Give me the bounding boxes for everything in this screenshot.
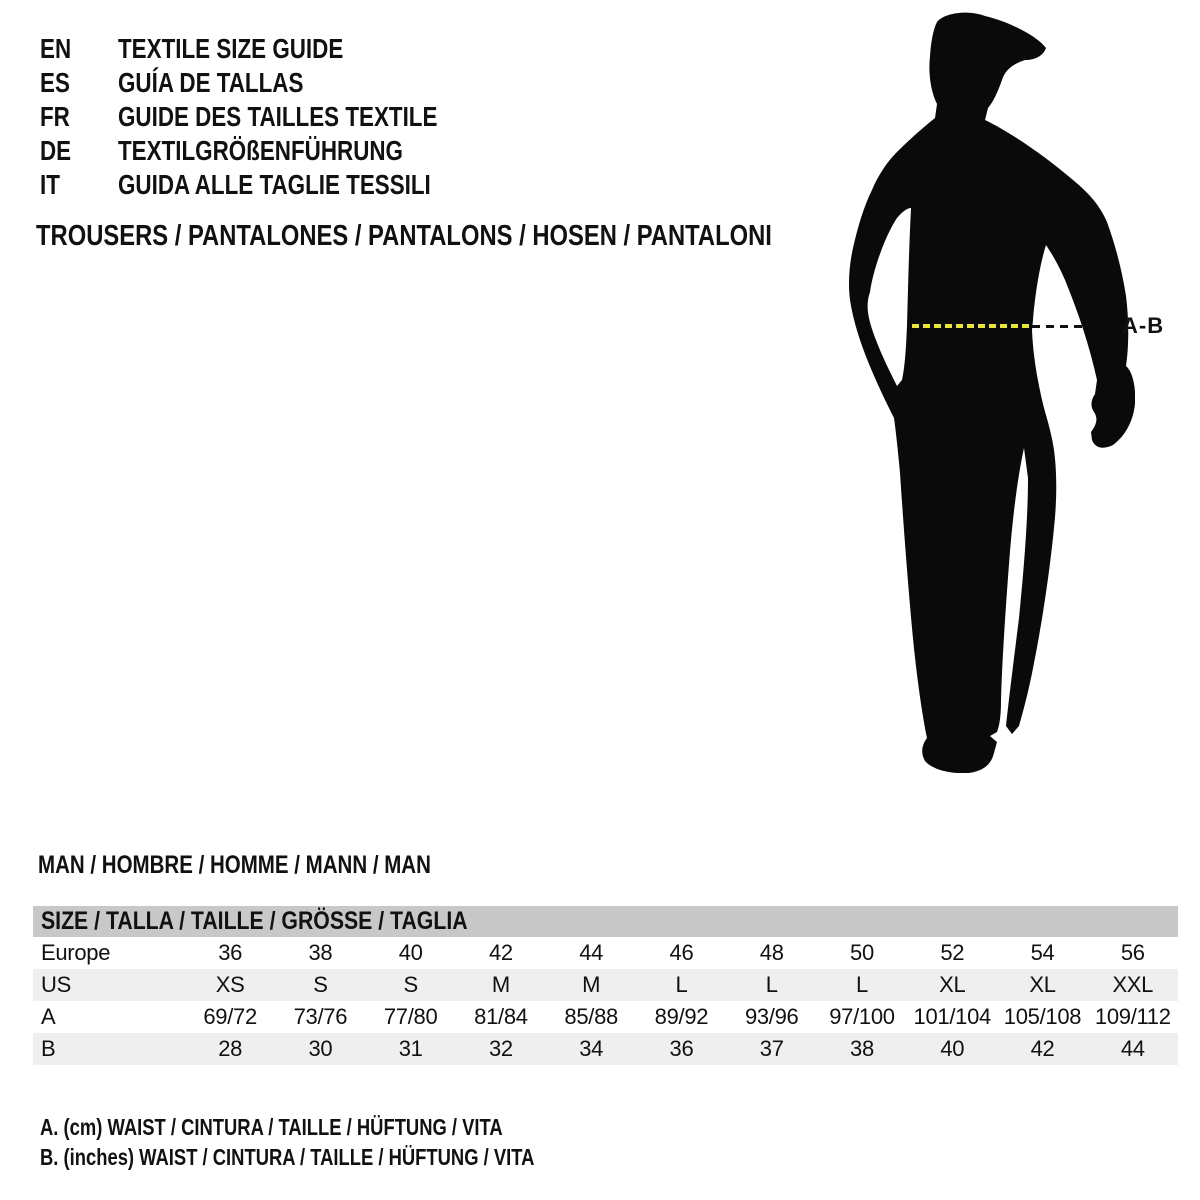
lang-title-en: TEXTILE SIZE GUIDE — [118, 33, 344, 64]
size-cell: 101/104 — [913, 1004, 991, 1029]
size-cell: 89/92 — [654, 1004, 709, 1029]
size-cell: M — [582, 972, 601, 997]
lang-title-it: GUIDA ALLE TAGLIE TESSILI — [118, 169, 431, 200]
lang-row-it — [40, 168, 517, 202]
size-cell: 40 — [398, 940, 423, 965]
size-cell: L — [675, 972, 688, 997]
measurement-figure — [845, 8, 1200, 783]
size-table — [33, 906, 1178, 1065]
size-cell: S — [403, 972, 418, 997]
measure-footnotes — [40, 1112, 658, 1172]
table-row-europe — [33, 937, 1178, 969]
size-cell: 50 — [850, 940, 874, 965]
size-cell: XL — [939, 972, 966, 997]
size-cell: 38 — [308, 940, 333, 965]
lang-row-de — [40, 134, 517, 168]
size-cell: S — [313, 972, 328, 997]
gender-heading: MAN / HOMBRE / HOMME / MANN / MAN — [38, 851, 431, 879]
size-cell: 36 — [218, 940, 243, 965]
man-silhouette-image — [845, 8, 1135, 773]
table-row-b-inches — [33, 1033, 1178, 1065]
size-cell: 73/76 — [293, 1004, 348, 1029]
lang-code-fr: FR — [40, 101, 70, 132]
size-cell: 37 — [759, 1036, 784, 1061]
row-label: B — [41, 1036, 56, 1061]
size-cell: 38 — [850, 1036, 874, 1061]
category-heading: TROUSERS / PANTALONES / PANTALONS / HOSEN / PANTALONI — [36, 220, 772, 252]
table-row-us — [33, 969, 1178, 1001]
size-table-header: SIZE / TALLA / TAILLE / GRÖSSE / TAGLIA — [33, 906, 1178, 937]
size-cell: XL — [1029, 972, 1056, 997]
lang-row-es — [40, 66, 517, 100]
size-cell: L — [856, 972, 868, 997]
size-cell: 34 — [579, 1036, 604, 1061]
row-label: A — [41, 1004, 56, 1029]
footnote-a: A. (cm) WAIST / CINTURA / TAILLE / HÜFTUNG / VITA — [40, 1114, 503, 1140]
size-cell: 69/72 — [203, 1004, 257, 1029]
size-cell: 30 — [308, 1036, 333, 1061]
lang-code-en: EN — [40, 33, 72, 64]
size-cell: 44 — [1120, 1036, 1145, 1061]
size-cell: 109/112 — [1094, 1004, 1171, 1029]
language-title-block — [40, 32, 517, 202]
size-cell: XS — [215, 972, 245, 997]
size-cell: 31 — [398, 1036, 423, 1061]
lang-title-fr: GUIDE DES TAILLES TEXTILE — [118, 101, 438, 132]
size-cell: XXL — [1112, 972, 1154, 997]
lang-row-en — [40, 32, 517, 66]
size-cell: 97/100 — [829, 1004, 895, 1029]
measure-label-ab: A-B — [1122, 313, 1165, 338]
lang-title-de: TEXTILGRÖßENFÜHRUNG — [118, 135, 403, 166]
size-cell: 81/84 — [474, 1004, 528, 1029]
size-cell: 77/80 — [383, 1004, 438, 1029]
size-cell: 56 — [1120, 940, 1145, 965]
size-cell: 46 — [669, 940, 694, 965]
size-cell: 85/88 — [564, 1004, 618, 1029]
footnote-b: B. (inches) WAIST / CINTURA / TAILLE / HÜFTUNG / VITA — [40, 1144, 535, 1170]
size-cell: 44 — [579, 940, 604, 965]
size-cell: M — [491, 972, 510, 997]
size-cell: 52 — [940, 940, 965, 965]
size-cell: 42 — [1030, 1036, 1055, 1061]
size-cell: 54 — [1030, 940, 1055, 965]
lang-row-fr — [40, 100, 517, 134]
size-cell: L — [765, 972, 778, 997]
row-label: Europe — [41, 940, 111, 965]
size-cell: 40 — [940, 1036, 965, 1061]
size-cell: 42 — [488, 940, 513, 965]
lang-code-it: IT — [40, 169, 60, 200]
lang-code-es: ES — [40, 67, 70, 98]
table-row-a-cm — [33, 1001, 1178, 1033]
lang-code-de: DE — [40, 135, 72, 166]
size-cell: 93/96 — [744, 1004, 799, 1029]
size-cell: 36 — [669, 1036, 694, 1061]
size-cell: 32 — [488, 1036, 513, 1061]
lang-title-es: GUÍA DE TALLAS — [118, 67, 304, 98]
size-cell: 105/108 — [1003, 1004, 1082, 1029]
size-cell: 28 — [218, 1036, 243, 1061]
size-cell: 48 — [759, 940, 784, 965]
row-label: US — [41, 972, 71, 997]
waist-measure-dotted-line — [912, 324, 1032, 328]
